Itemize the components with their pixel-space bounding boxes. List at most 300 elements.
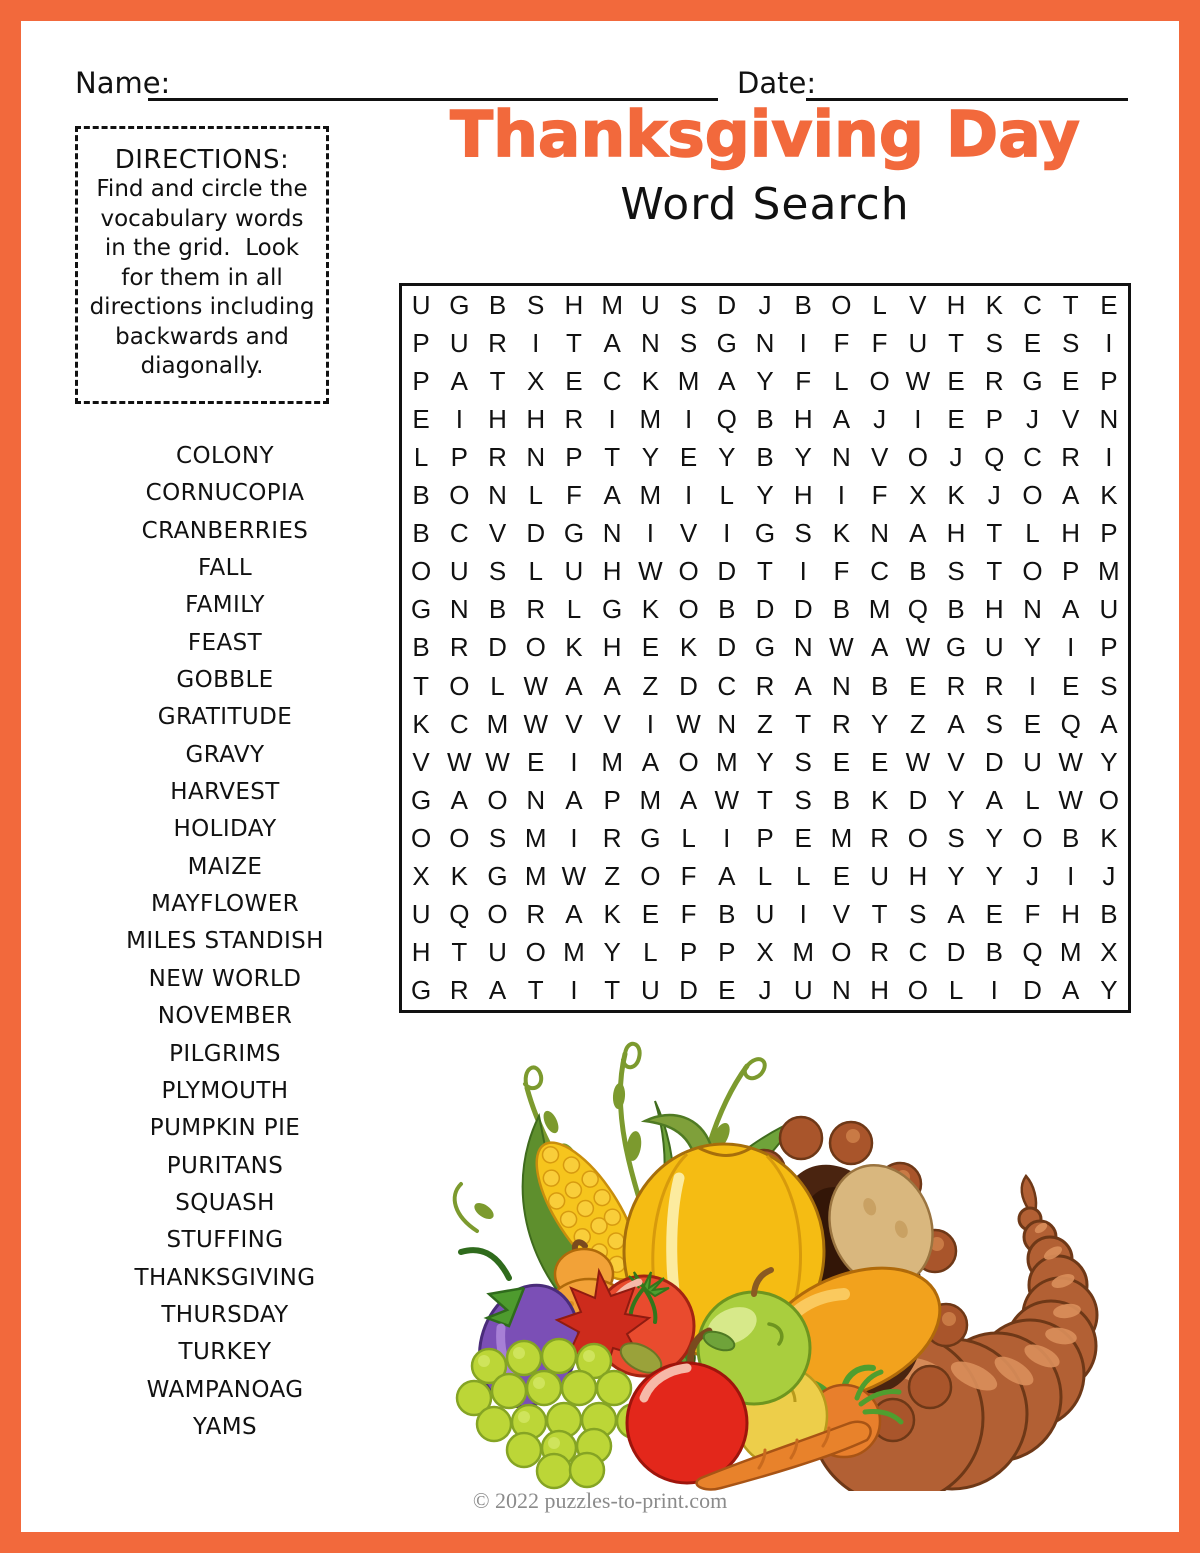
directions-line: directions including	[89, 294, 315, 320]
grid-cell: Y	[718, 441, 736, 472]
grid-cell: I	[608, 403, 616, 434]
grid-cell: S	[679, 289, 698, 320]
grid-cell: W	[561, 861, 587, 892]
grid-cell: E	[718, 975, 736, 1006]
word-list-item: STUFFING	[166, 1227, 284, 1254]
grid-cell: C	[449, 518, 469, 549]
grid-cell: I	[684, 480, 693, 511]
grid-cell: R	[870, 823, 890, 854]
grid-cell: R	[755, 670, 775, 701]
grid-cell: A	[909, 518, 927, 549]
grid-cell: K	[565, 632, 583, 663]
grid-cell: Y	[985, 861, 1003, 892]
grid-cell: N	[1023, 594, 1042, 625]
grid-cell: T	[489, 365, 506, 396]
grid-cell: Y	[641, 441, 660, 472]
grid-cell: L	[948, 975, 964, 1006]
grid-cell: F	[565, 480, 582, 511]
word-list-item: FALL	[197, 555, 253, 582]
grid-cell: W	[676, 708, 701, 739]
grid-cell: D	[717, 289, 737, 320]
grid-cell: O	[869, 365, 890, 396]
grid-cell: M	[792, 937, 815, 968]
grid-cell: T	[451, 937, 468, 968]
grid-cell: Q	[1022, 937, 1043, 968]
grid-cell: P	[412, 327, 430, 358]
grid-cell: L	[528, 556, 543, 587]
grid-cell: A	[718, 365, 736, 396]
grid-cell: A	[718, 861, 736, 892]
grid-cell: G	[640, 823, 661, 854]
grid-cell: U	[870, 861, 890, 892]
grid-cell: B	[718, 594, 736, 625]
grid-cell: O	[907, 975, 928, 1006]
grid-cell: S	[947, 823, 965, 854]
grid-cell: A	[870, 632, 889, 663]
word-list-item: COLONY	[176, 443, 274, 469]
grid-cell: E	[641, 899, 660, 930]
grid-cell: D	[1023, 975, 1042, 1006]
grid-cell: L	[566, 594, 582, 625]
grid-cell: U	[793, 975, 813, 1006]
grid-cell: A	[679, 784, 698, 815]
grid-cell: K	[870, 784, 889, 815]
grid-cell: S	[985, 327, 1003, 358]
grid-cell: E	[1062, 365, 1080, 396]
grid-cell: I	[570, 823, 578, 854]
grid-cell: E	[947, 365, 965, 396]
grid-cell: I	[455, 403, 463, 434]
word-list-item: THURSDAY	[161, 1301, 289, 1328]
grid-cell: L	[1025, 784, 1040, 815]
grid-cell: O	[640, 861, 661, 892]
grid-cell: B	[1062, 823, 1080, 854]
grid-cell: M	[524, 861, 547, 892]
grid-cell: H	[488, 403, 507, 434]
directions-line: vocabulary words	[100, 205, 304, 232]
grid-cell: G	[602, 594, 623, 625]
grid-cell: L	[795, 861, 811, 892]
grid-cell: L	[643, 937, 658, 968]
grid-cell: M	[677, 365, 700, 396]
grid-cell: I	[837, 480, 846, 511]
grid-cell: I	[990, 975, 998, 1006]
grid-cell: G	[487, 861, 508, 892]
grid-cell: R	[832, 708, 851, 739]
grid-cell: A	[1062, 480, 1080, 511]
grid-cell: O	[1022, 823, 1043, 854]
grid-cell: P	[679, 937, 698, 968]
word-list-item: PILGRIMS	[169, 1040, 281, 1067]
grid-cell: P	[1062, 556, 1080, 587]
grid-cell: Y	[756, 746, 774, 777]
grid-cell: Q	[716, 403, 737, 434]
grid-cell: T	[565, 327, 582, 358]
grid-cell: S	[488, 556, 507, 587]
word-list-item: FAMILY	[185, 592, 265, 619]
grid-cell: Y	[947, 784, 965, 815]
grid-cell: T	[871, 899, 888, 930]
grid-cell: C	[717, 670, 737, 701]
grid-cell: N	[832, 670, 851, 701]
grid-cell: W	[1058, 746, 1083, 777]
grid-cell: O	[487, 899, 508, 930]
grid-cell: R	[449, 975, 469, 1006]
word-list-item: CRANBERRIES	[141, 517, 309, 544]
grid-cell: L	[528, 480, 543, 511]
grid-cell: Q	[1060, 708, 1081, 739]
directions-line: diagonally.	[140, 353, 264, 379]
grid-cell: P	[1100, 365, 1118, 396]
grid-cell: O	[410, 823, 432, 854]
grid-cell: Z	[604, 861, 621, 892]
grid-cell: B	[794, 289, 812, 320]
grid-cell: M	[639, 784, 662, 815]
word-list-item: MILES STANDISH	[126, 928, 324, 955]
grid-cell: S	[1100, 670, 1118, 701]
grid-cell: L	[413, 441, 429, 472]
grid-cell: K	[450, 861, 468, 892]
grid-cell: B	[488, 594, 507, 625]
grid-cell: Y	[1100, 975, 1118, 1006]
grid-cell: W	[905, 365, 931, 396]
grid-cell: L	[872, 289, 887, 320]
grid-cell: O	[449, 670, 470, 701]
directions-line: backwards and	[115, 323, 289, 350]
grid-cell: H	[793, 403, 813, 434]
grid-cell: N	[488, 480, 507, 511]
grid-cell: G	[754, 518, 776, 549]
grid-cell: J	[758, 289, 772, 320]
grid-cell: V	[870, 441, 889, 472]
word-list-item: NOVEMBER	[157, 1003, 293, 1030]
grid-cell: A	[1100, 708, 1118, 739]
grid-cell: O	[449, 823, 470, 854]
grid-cell: P	[985, 403, 1003, 434]
grid-cell: K	[679, 632, 698, 663]
grid-cell: B	[412, 518, 430, 549]
grid-cell: A	[985, 784, 1003, 815]
grid-cell: D	[717, 632, 737, 663]
grid-cell: R	[946, 670, 966, 701]
directions-line: for them in all	[121, 264, 283, 291]
grid-cell: D	[755, 594, 775, 625]
page-subtitle: Word Search	[620, 179, 910, 231]
grid-cell: M	[868, 594, 891, 625]
grid-cell: A	[450, 784, 468, 815]
grid-cell: A	[947, 708, 965, 739]
grid-cell: D	[717, 556, 737, 587]
grid-cell: D	[946, 937, 966, 968]
grid-cell: I	[646, 518, 654, 549]
grid-cell: I	[799, 327, 807, 358]
grid-cell: F	[795, 365, 812, 396]
word-list-item: YAMS	[192, 1413, 258, 1440]
grid-cell: N	[870, 518, 890, 549]
grid-cell: O	[831, 937, 852, 968]
grid-cell: N	[640, 327, 660, 358]
grid-cell: I	[1067, 861, 1075, 892]
grid-cell: V	[1062, 403, 1080, 434]
grid-cell: Q	[907, 594, 928, 625]
grid-cell: C	[449, 708, 469, 739]
grid-cell: G	[1022, 365, 1043, 396]
grid-cell: D	[679, 670, 698, 701]
grid-cell: H	[411, 937, 431, 968]
grid-cell: T	[948, 327, 964, 358]
grid-cell: W	[523, 670, 548, 701]
grid-cell: F	[871, 327, 888, 358]
grid-cell: M	[1059, 937, 1082, 968]
grid-cell: I	[1067, 632, 1075, 663]
grid-cell: L	[490, 670, 505, 701]
grid-cell: H	[946, 289, 966, 320]
grid-cell: M	[601, 289, 623, 320]
grid-cell: R	[488, 441, 507, 472]
grid-cell: E	[412, 403, 430, 434]
grid-cell: U	[411, 289, 431, 320]
grid-cell: E	[1023, 327, 1042, 358]
grid-cell: A	[641, 746, 660, 777]
grid-cell: Y	[947, 861, 965, 892]
word-list-item: MAIZE	[187, 853, 263, 880]
grid-cell: T	[527, 975, 544, 1006]
grid-cell: W	[905, 632, 931, 663]
grid-cell: N	[602, 518, 622, 549]
grid-cell: E	[1023, 708, 1042, 739]
grid-cell: X	[527, 365, 545, 396]
grid-cell: Z	[909, 708, 926, 739]
grid-cell: A	[794, 670, 812, 701]
grid-cell: F	[833, 556, 850, 587]
grid-cell: W	[829, 632, 854, 663]
grid-cell: U	[449, 327, 469, 358]
grid-cell: A	[565, 784, 583, 815]
directions-heading: DIRECTIONS:	[114, 145, 290, 175]
grid-cell: R	[449, 632, 469, 663]
grid-cell: G	[945, 632, 967, 663]
grid-cell: O	[1022, 556, 1043, 587]
grid-cell: H	[564, 289, 584, 320]
grid-cell: V	[603, 708, 621, 739]
grid-cell: I	[646, 708, 654, 739]
grid-cell: Y	[870, 708, 889, 739]
grid-cell: V	[679, 518, 698, 549]
grid-cell: X	[756, 937, 774, 968]
grid-cell: T	[413, 670, 430, 701]
grid-cell: P	[450, 441, 468, 472]
grid-cell: F	[1024, 899, 1041, 930]
page-title: Thanksgiving Day	[450, 98, 1080, 171]
grid-cell: I	[684, 403, 693, 434]
grid-cell: S	[794, 518, 812, 549]
grid-cell: M	[524, 823, 547, 854]
grid-cell: D	[488, 632, 507, 663]
grid-cell: K	[985, 289, 1003, 320]
grid-cell: C	[1023, 289, 1042, 320]
grid-cell: R	[488, 327, 507, 358]
grid-cell: O	[831, 289, 852, 320]
grid-cell: U	[640, 975, 660, 1006]
grid-cell: B	[488, 289, 507, 320]
grid-cell: B	[756, 441, 774, 472]
grid-cell: I	[532, 327, 540, 358]
directions-line: in the grid. Look	[104, 235, 300, 261]
grid-cell: R	[564, 403, 584, 434]
grid-cell: T	[604, 975, 621, 1006]
word-list-item: PLYMOUTH	[161, 1077, 289, 1104]
grid-cell: V	[832, 899, 851, 930]
grid-cell: B	[412, 632, 430, 663]
grid-cell: O	[678, 556, 699, 587]
grid-cell: P	[603, 784, 621, 815]
grid-cell: K	[603, 899, 621, 930]
grid-cell: L	[719, 480, 735, 511]
grid-cell: C	[1023, 441, 1042, 472]
grid-cell: C	[870, 556, 890, 587]
word-list-item: NEW WORLD	[148, 965, 302, 992]
grid-cell: A	[450, 365, 468, 396]
grid-cell: O	[1098, 784, 1119, 815]
grid-cell: S	[909, 899, 927, 930]
grid-cell: P	[718, 937, 736, 968]
grid-cell: W	[638, 556, 663, 587]
grid-cell: I	[570, 746, 578, 777]
grid-cell: J	[1025, 861, 1039, 892]
grid-cell: P	[756, 823, 774, 854]
grid-cell: U	[984, 632, 1004, 663]
word-list-item: THANKSGIVING	[134, 1264, 316, 1291]
grid-cell: U	[488, 937, 507, 968]
grid-cell: V	[947, 746, 965, 777]
grid-cell: R	[984, 670, 1004, 701]
grid-cell: H	[984, 594, 1004, 625]
grid-cell: F	[871, 480, 888, 511]
grid-cell: E	[832, 861, 851, 892]
grid-cell: U	[411, 899, 431, 930]
grid-cell: J	[949, 441, 963, 472]
grid-cell: S	[527, 289, 545, 320]
grid-cell: K	[832, 518, 851, 549]
grid-cell: N	[832, 975, 851, 1006]
grid-cell: K	[641, 594, 660, 625]
grid-cell: J	[1025, 403, 1039, 434]
grid-cell: R	[870, 937, 890, 968]
grid-cell: O	[907, 441, 928, 472]
grid-cell: X	[412, 861, 430, 892]
grid-cell: C	[908, 937, 928, 968]
grid-cell: B	[947, 594, 965, 625]
grid-cell: H	[602, 556, 622, 587]
grid-cell: S	[794, 746, 812, 777]
grid-cell: M	[715, 746, 738, 777]
grid-cell: G	[563, 518, 585, 549]
grid-cell: O	[410, 556, 432, 587]
grid-cell: B	[1100, 899, 1118, 930]
grid-cell: B	[985, 937, 1003, 968]
grid-cell: G	[410, 975, 432, 1006]
grid-cell: E	[565, 365, 583, 396]
grid-cell: T	[795, 708, 812, 739]
grid-cell: I	[1028, 670, 1037, 701]
grid-cell: D	[526, 518, 546, 549]
word-list-item: GRATITUDE	[157, 704, 293, 731]
grid-cell: U	[908, 327, 928, 358]
grid-cell: Y	[603, 937, 621, 968]
grid-cell: Y	[794, 441, 812, 472]
grid-cell: Y	[985, 823, 1003, 854]
grid-cell: N	[832, 441, 851, 472]
grid-cell: H	[602, 632, 622, 663]
grid-cell: G	[449, 289, 470, 320]
grid-cell: S	[679, 327, 698, 358]
grid-cell: E	[947, 403, 965, 434]
grid-cell: R	[1061, 441, 1081, 472]
word-list-item: HOLIDAY	[173, 816, 277, 843]
grid-cell: H	[946, 518, 966, 549]
grid-cell: B	[756, 403, 774, 434]
word-list-item: PUMPKIN PIE	[149, 1115, 301, 1142]
grid-cell: A	[603, 670, 621, 701]
grid-cell: D	[793, 594, 813, 625]
grid-cell: E	[679, 441, 698, 472]
grid-cell: P	[565, 441, 583, 472]
grid-cell: H	[526, 403, 546, 434]
grid-cell: E	[832, 746, 851, 777]
grid-cell: N	[526, 441, 546, 472]
grid-cell: O	[525, 632, 546, 663]
grid-cell: I	[723, 823, 731, 854]
word-list-item: WAMPANOAG	[146, 1376, 304, 1403]
grid-cell: J	[873, 403, 887, 434]
word-list-item: TURKEY	[178, 1339, 272, 1366]
grid-cell: H	[1061, 899, 1081, 930]
grid-cell: A	[947, 899, 965, 930]
grid-cell: I	[1105, 441, 1113, 472]
grid-cell: M	[830, 823, 853, 854]
grid-cell: Q	[449, 899, 470, 930]
grid-cell: O	[678, 746, 699, 777]
grid-cell: Y	[756, 365, 774, 396]
grid-cell: O	[907, 823, 928, 854]
grid-cell: Y	[1023, 632, 1042, 663]
grid-cell: R	[602, 823, 622, 854]
grid-cell: R	[526, 594, 546, 625]
grid-cell: K	[412, 708, 430, 739]
grid-cell: O	[678, 594, 699, 625]
grid-cell: N	[755, 327, 775, 358]
grid-cell: I	[1105, 327, 1113, 358]
grid-cell: R	[984, 365, 1004, 396]
grid-cell: B	[412, 480, 430, 511]
grid-cell: S	[985, 708, 1003, 739]
grid-cell: U	[1023, 746, 1042, 777]
grid-cell: M	[639, 480, 662, 511]
grid-cell: K	[947, 480, 965, 511]
grid-cell: I	[799, 899, 807, 930]
grid-cell: G	[716, 327, 737, 358]
grid-cell: W	[905, 746, 931, 777]
grid-cell: O	[1022, 480, 1043, 511]
grid-cell: V	[412, 746, 430, 777]
grid-cell: M	[486, 708, 509, 739]
grid-cell: Y	[1100, 746, 1118, 777]
grid-cell: N	[526, 784, 546, 815]
grid-cell: E	[1062, 670, 1080, 701]
grid-cell: T	[1062, 289, 1079, 320]
grid-cell: J	[987, 480, 1001, 511]
word-list-item: HARVEST	[170, 779, 280, 806]
